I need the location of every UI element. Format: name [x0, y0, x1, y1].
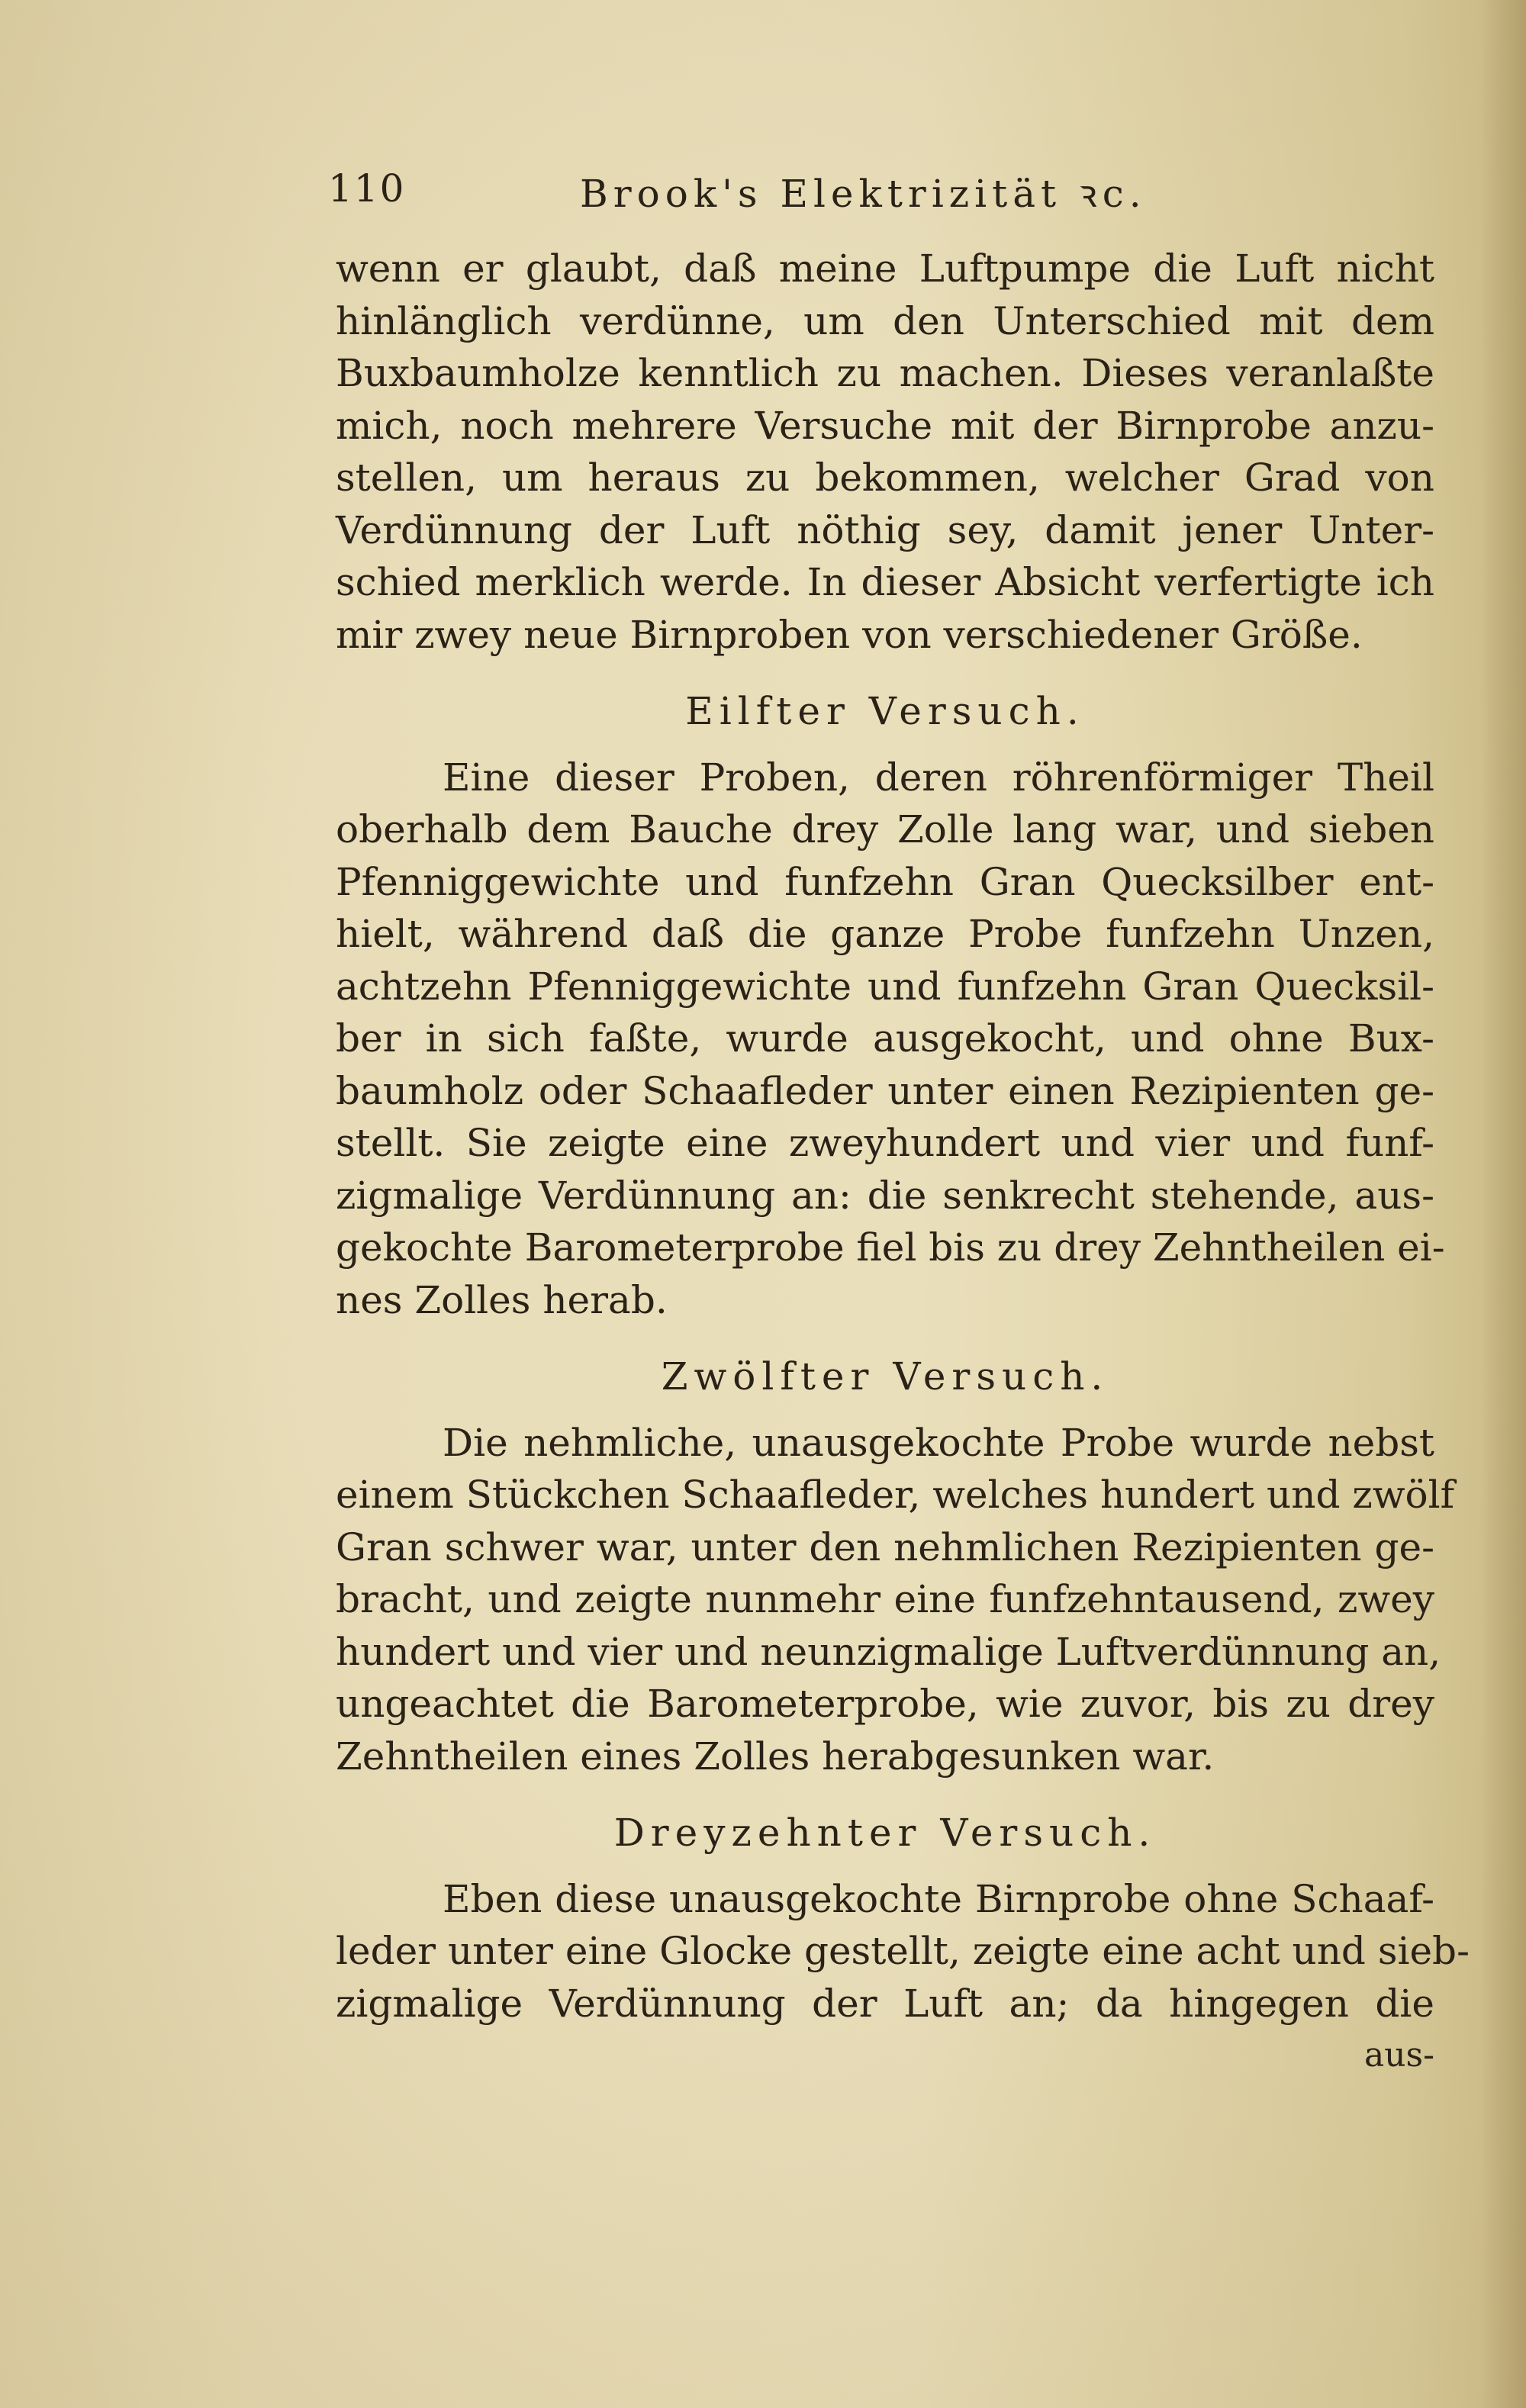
text-line: hinlänglich verdünne, um den Unterschied mit dem [336, 298, 1434, 343]
text-line: Buxbaumholze kenntlich zu machen. Dieses veranlaßte [336, 351, 1434, 395]
text-line: schied merklich werde. In dieser Absicht verfertigte ich [336, 560, 1434, 604]
text-line: wenn er glaubt, daß meine Luftpumpe die Luft nicht [336, 246, 1434, 291]
text-line: oberhalb dem Bauche drey Zolle lang war, und sieben [336, 807, 1434, 851]
running-head: Brook's Elektrizität ꝛc. [580, 172, 1147, 216]
text-line: leder unter eine Glocke gestellt, zeigte eine acht und sieb- [336, 1929, 1470, 1973]
section-eilfter-versuch [336, 685, 1445, 1326]
text-line: ber in sich faßte, wurde ausgekocht, und ohne Bux- [336, 1016, 1434, 1061]
text-line: ungeachtet die Barometerprobe, wie zuvor, bis zu drey [336, 1682, 1434, 1726]
text-line: Gran schwer war, unter den nehmlichen Rezipienten ge- [336, 1524, 1434, 1569]
section-zwoelfter-versuch [336, 1350, 1455, 1782]
text-line: Eben diese unausgekochte Birnprobe ohne Schaaf- [443, 1876, 1434, 1921]
section-heading: Eilfter Versuch. [685, 689, 1085, 733]
text-line: zigmalige Verdünnung der Luft an; da hingegen die [336, 1981, 1434, 2026]
page-header [328, 166, 1412, 220]
text-line: hielt, während daß die ganze Probe funfzehn Unzen, [336, 912, 1434, 956]
text-line: mir zwey neue Birnproben von verschiedener Größe. [336, 612, 1363, 657]
text-line: zigmalige Verdünnung an: die senkrecht stehende, aus- [336, 1173, 1434, 1218]
text-line: achtzehn Pfenniggewichte und funfzehn Gran Quecksil- [336, 964, 1434, 1009]
text-line: einem Stückchen Schaafleder, welches hundert und zwölf [336, 1473, 1455, 1517]
text-line: Die nehmliche, unausgekochte Probe wurde nebst [443, 1420, 1434, 1465]
section-dreyzehnter-versuch [336, 1807, 1470, 2030]
section-heading: Zwölfter Versuch. [661, 1354, 1109, 1399]
page-number: 110 [328, 166, 406, 211]
text-line: bracht, und zeigte nunmehr eine funfzehntausend, zwey [336, 1577, 1434, 1621]
text-line: mich, noch mehrere Versuche mit der Birnprobe anzu- [336, 403, 1434, 448]
text-line: Verdünnung der Luft nöthig sey, damit jener Unter- [336, 507, 1434, 552]
text-line: hundert und vier und neunzigmalige Luftverdünnung an, [336, 1629, 1441, 1674]
body-text [336, 243, 1470, 2075]
text-line: nes Zolles herab. [336, 1277, 668, 1322]
section-heading: Dreyzehnter Versuch. [613, 1811, 1157, 1855]
text-line: Pfenniggewichte und funfzehn Gran Quecksilber ent- [336, 859, 1434, 904]
intro-paragraph [336, 243, 1434, 661]
text-line: Eine dieser Proben, deren röhrenförmiger Theil [443, 755, 1434, 800]
text-line: gekochte Barometerprobe fiel bis zu drey Zehntheilen ei- [336, 1225, 1445, 1270]
text-line: Zehntheilen eines Zolles herabgesunken war. [336, 1734, 1215, 1779]
text-line: stellt. Sie zeigte eine zweyhundert und vier und funf- [336, 1121, 1434, 1165]
text-line: stellen, um heraus zu bekommen, welcher Grad von [336, 456, 1434, 500]
catchword: aus- [1363, 2036, 1434, 2075]
text-line: baumholz oder Schaafleder unter einen Rezipienten ge- [336, 1068, 1434, 1113]
